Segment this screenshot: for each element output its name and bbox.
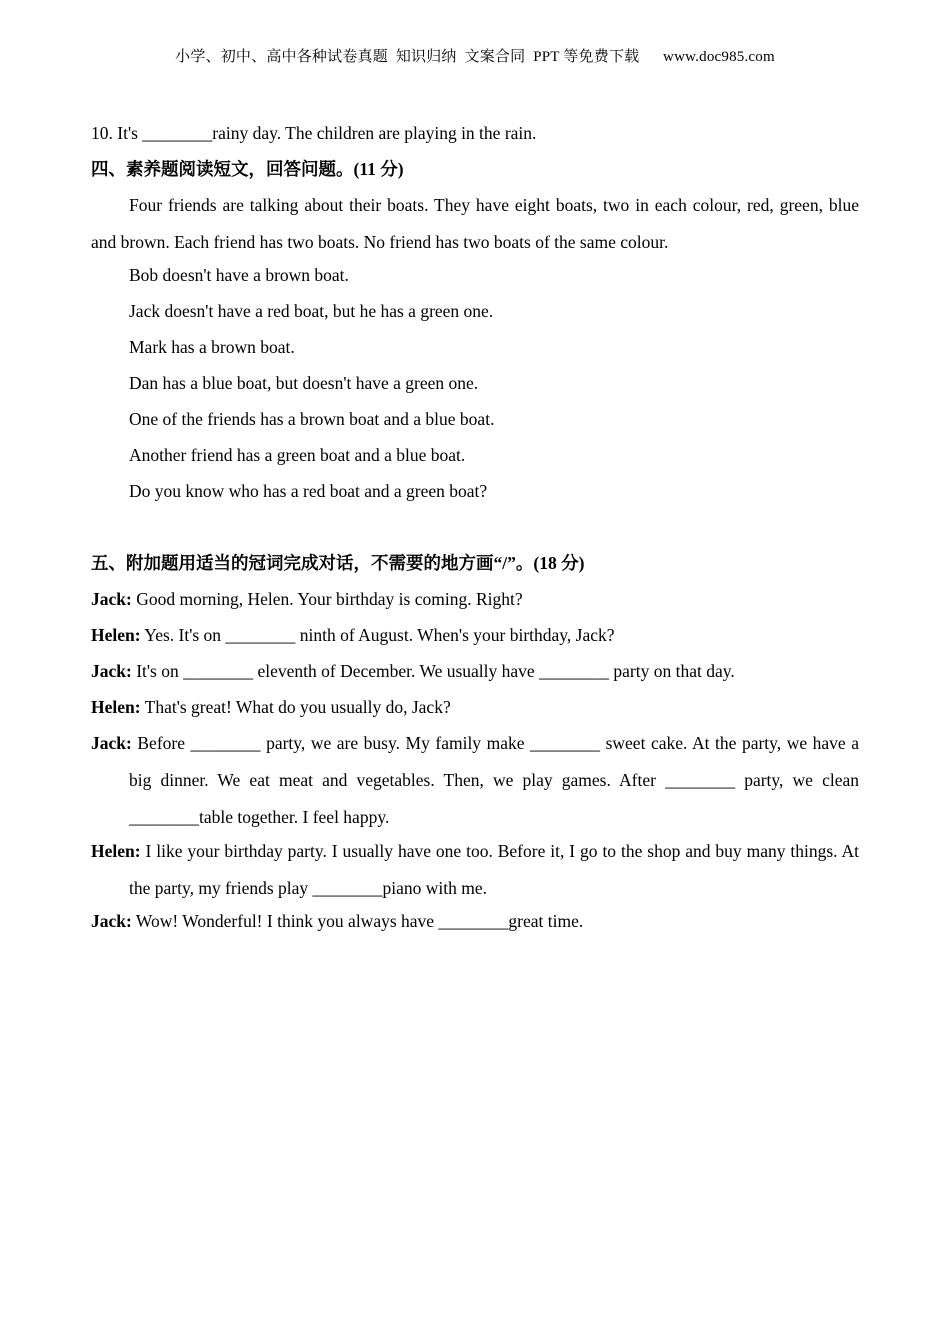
section-gap [91,512,859,548]
dialogue-line [91,833,859,907]
speaker-name: Jack: [91,589,132,609]
dialogue-text: Good morning, Helen. Your birthday is coming. Right? [131,589,523,609]
clue-line: Dan has a blue boat, but doesn't have a green one. [129,373,479,393]
page-header: 小学、初中、高中各种试卷真题 知识归纳 文案合同 PPT 等免费下载 www.doc985.com [175,49,775,65]
clue-line: Another friend has a green boat and a blue boat. [129,445,466,465]
section-4-intro: Four friends are talking about their boats. They have eight boats, two in each colour, red, green, blue and brown. Each friend has two boats. No friend has two boats of the same colour. [91,195,859,252]
dialogue-line [91,656,859,692]
speaker-name: Helen: [91,625,141,645]
dialogue-line [91,692,859,728]
dialogue-line [91,620,859,656]
dialogue-text: Before ________ party, we are busy. My family make ________ sweet cake. At the party, we have a big dinner. We eat meat and vegetables. Then, we play games. After ________ party, we clean ________table together. I feel happy. [129,733,859,827]
section-5-heading: 五、附加题用适当的冠词完成对话，不需要的地方画“/”。(18 分) [91,553,585,573]
clue-line: Mark has a brown boat. [129,337,295,357]
speaker-name: Jack: [91,733,132,753]
dialogue-text: Wow! Wonderful! I think you always have ________great time. [131,911,584,931]
dialogue-line [91,906,859,942]
dialogue-text: That's great! What do you usually do, Jack? [140,697,451,717]
section-4-heading: 四、素养题阅读短文，回答问题。(11 分) [91,159,404,179]
clue-line: Bob doesn't have a brown boat. [129,265,349,285]
dialogue-line [91,725,859,836]
dialogue-line [91,584,859,620]
dialogue-text: I like your birthday party. I usually have one too. Before it, I go to the shop and buy many things. At the party, my friends play ________piano with me. [129,841,859,898]
speaker-name: Helen: [91,697,141,717]
speaker-name: Helen: [91,841,141,861]
question-10: 10. It's ________rainy day. The children are playing in the rain. [91,123,537,143]
clue-line: One of the friends has a brown boat and a blue boat. [129,409,495,429]
dialogue-text: Yes. It's on ________ ninth of August. When's your birthday, Jack? [140,625,615,645]
clue-line: Jack doesn't have a red boat, but he has a green one. [129,301,494,321]
dialogue-text: It's on ________ eleventh of December. We usually have ________ party on that day. [131,661,735,681]
document-body [91,118,859,942]
question-line: Do you know who has a red boat and a green boat? [129,481,488,501]
speaker-name: Jack: [91,661,132,681]
speaker-name: Jack: [91,911,132,931]
